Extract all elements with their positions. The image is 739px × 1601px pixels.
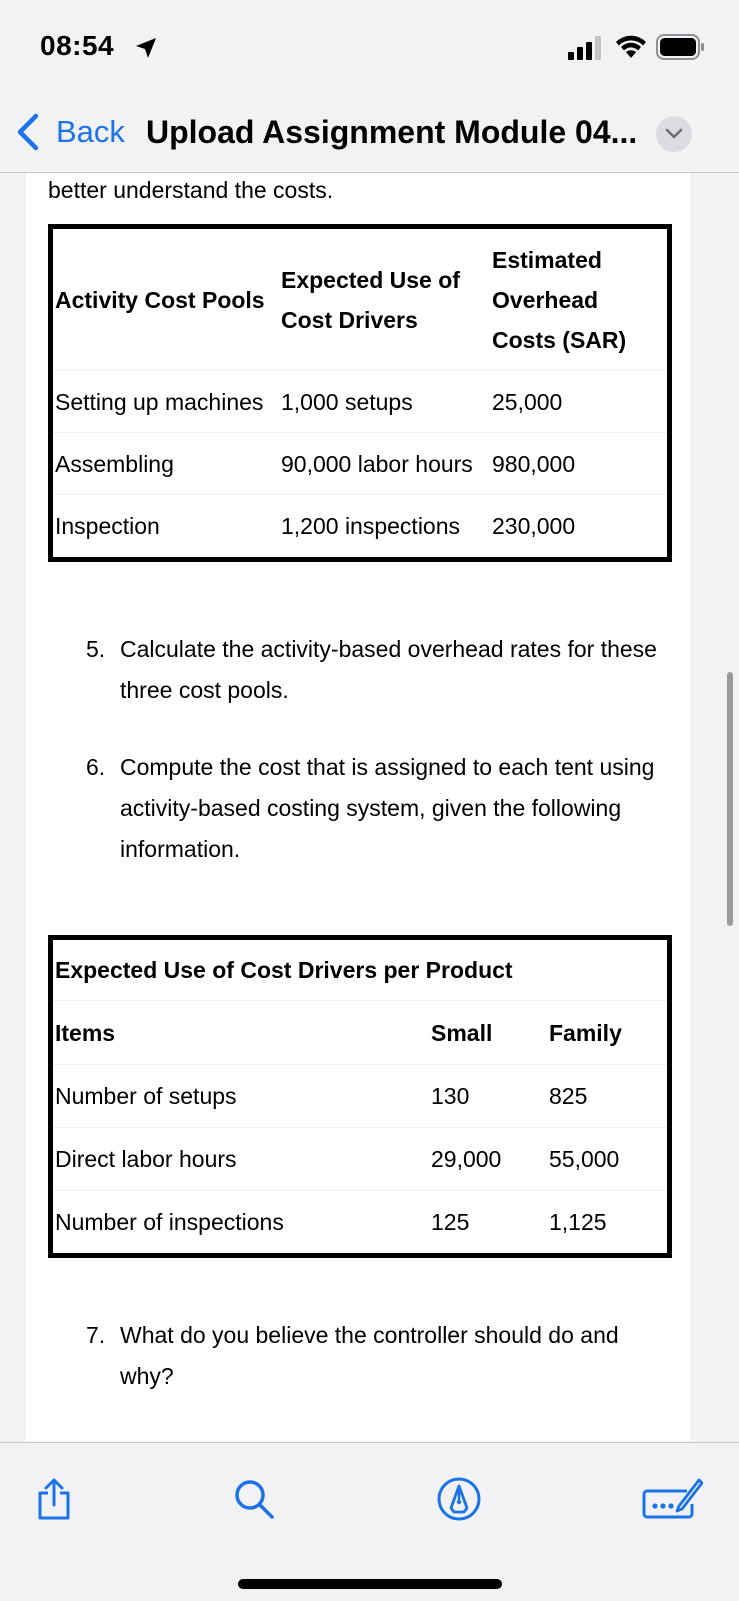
cost-drivers-per-product-table: [48, 935, 672, 1258]
title-menu-button[interactable]: [656, 116, 692, 152]
bottom-toolbar: [0, 1442, 739, 1601]
question-text-line1: What do you believe the controller should do and: [120, 1322, 619, 1348]
cell-family: 55,000: [549, 1146, 620, 1172]
cell-item: Number of inspections: [55, 1209, 284, 1235]
row-divider: [53, 1000, 667, 1001]
cell-cost: 980,000: [492, 451, 576, 477]
keyboard-pencil-icon: [641, 1476, 703, 1522]
cell-small: 130: [431, 1083, 470, 1109]
cell-pool: Inspection: [55, 513, 160, 539]
cell-small: 125: [431, 1209, 470, 1235]
header-activity-cost-pools: Activity Cost Pools: [55, 287, 265, 313]
location-arrow-icon: [134, 36, 158, 60]
chevron-down-icon: [665, 128, 683, 140]
activity-cost-pools-table: [48, 224, 672, 562]
cell-drivers: 90,000 labor hours: [281, 451, 473, 477]
markup-button[interactable]: [431, 1471, 487, 1527]
intro-text: better understand the costs.: [48, 177, 334, 203]
chevron-left-icon: [14, 112, 42, 152]
header-estimated-line1: Estimated: [492, 247, 602, 273]
scroll-track: [709, 173, 739, 1441]
document-content[interactable]: [26, 173, 690, 1441]
back-label: Back: [56, 114, 125, 149]
row-divider: [53, 494, 667, 495]
battery-icon: [656, 34, 706, 60]
page-title: Upload Assignment Module 04...: [146, 114, 638, 150]
navigation-bar: [0, 96, 739, 173]
cell-family: 1,125: [549, 1209, 607, 1235]
cell-drivers: 1,000 setups: [281, 389, 413, 415]
cellular-signal-icon: [568, 36, 604, 60]
cell-pool: Assembling: [55, 451, 174, 477]
home-indicator[interactable]: [238, 1579, 502, 1589]
header-small: Small: [431, 1020, 493, 1046]
header-expected-use-line2: Cost Drivers: [281, 307, 418, 333]
wifi-icon: [614, 34, 648, 60]
row-divider: [53, 432, 667, 433]
cell-cost: 25,000: [492, 389, 563, 415]
cell-pool: Setting up machines: [55, 389, 264, 415]
comment-button[interactable]: [638, 1471, 706, 1527]
question-text-line2: why?: [120, 1363, 174, 1389]
header-items: Items: [55, 1020, 116, 1046]
question-number: 7.: [86, 1322, 106, 1348]
row-divider: [53, 1190, 667, 1191]
header-estimated-line2: Overhead: [492, 287, 599, 313]
cell-item: Direct labor hours: [55, 1146, 237, 1172]
markup-pen-icon: [436, 1476, 482, 1522]
cell-drivers: 1,200 inspections: [281, 513, 461, 539]
scrollbar[interactable]: [727, 672, 733, 926]
question-text-line2: three cost pools.: [120, 677, 289, 703]
row-divider: [53, 1064, 667, 1065]
question-number: 6.: [86, 754, 106, 780]
status-time: 08:54: [40, 30, 115, 61]
back-button[interactable]: [14, 112, 125, 152]
share-button[interactable]: [26, 1471, 82, 1527]
search-icon: [232, 1477, 276, 1521]
cell-cost: 230,000: [492, 513, 576, 539]
cell-item: Number of setups: [55, 1083, 237, 1109]
search-button[interactable]: [226, 1471, 282, 1527]
question-text-line3: information.: [120, 836, 241, 862]
question-text-line1: Compute the cost that is assigned to each tent using: [120, 754, 655, 780]
question-text-line1: Calculate the activity-based overhead rates for these: [120, 636, 657, 662]
header-family: Family: [549, 1020, 622, 1046]
table-title: Expected Use of Cost Drivers per Product: [55, 957, 513, 983]
cell-family: 825: [549, 1083, 588, 1109]
share-icon: [34, 1477, 74, 1521]
header-estimated-line3: Costs (SAR): [492, 327, 627, 353]
status-bar: [0, 0, 739, 96]
header-expected-use-line1: Expected Use of: [281, 267, 460, 293]
cell-small: 29,000: [431, 1146, 502, 1172]
question-number: 5.: [86, 636, 106, 662]
row-divider: [53, 370, 667, 371]
question-text-line2: activity-based costing system, given the following: [120, 795, 622, 821]
row-divider: [53, 1127, 667, 1128]
